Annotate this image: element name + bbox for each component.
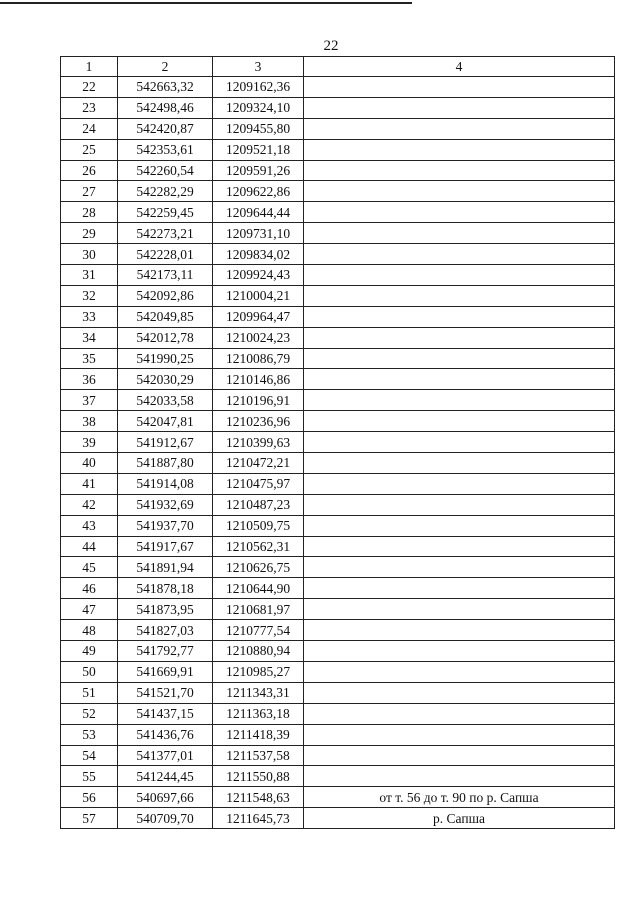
y-coordinate-cell: 1210487,23	[213, 494, 304, 515]
x-coordinate-cell: 541244,45	[118, 766, 213, 787]
table-row	[61, 557, 615, 578]
table-row	[61, 620, 615, 641]
point-number-cell: 50	[61, 661, 118, 682]
point-number-cell: 22	[61, 77, 118, 98]
point-number-cell: 47	[61, 599, 118, 620]
y-coordinate-cell: 1210562,31	[213, 536, 304, 557]
y-coordinate-cell: 1209591,26	[213, 160, 304, 181]
x-coordinate-cell: 542498,46	[118, 97, 213, 118]
y-coordinate-cell: 1209455,80	[213, 118, 304, 139]
y-coordinate-cell: 1210004,21	[213, 285, 304, 306]
x-coordinate-cell: 542228,01	[118, 244, 213, 265]
y-coordinate-cell: 1210399,63	[213, 432, 304, 453]
point-number-cell: 49	[61, 641, 118, 662]
y-coordinate-cell: 1210196,91	[213, 390, 304, 411]
point-number-cell: 53	[61, 724, 118, 745]
description-cell: от т. 56 до т. 90 по р. Сапша	[304, 787, 615, 808]
table-row	[61, 703, 615, 724]
table-row	[61, 787, 615, 808]
table-row	[61, 515, 615, 536]
table-row	[61, 641, 615, 662]
description-cell	[304, 181, 615, 202]
description-cell	[304, 139, 615, 160]
x-coordinate-cell: 542260,54	[118, 160, 213, 181]
y-coordinate-cell: 1210146,86	[213, 369, 304, 390]
x-coordinate-cell: 541669,91	[118, 661, 213, 682]
x-coordinate-cell: 541873,95	[118, 599, 213, 620]
x-coordinate-cell: 542282,29	[118, 181, 213, 202]
description-cell	[304, 766, 615, 787]
point-number-cell: 39	[61, 432, 118, 453]
point-number-cell: 24	[61, 118, 118, 139]
y-coordinate-cell: 1210236,96	[213, 411, 304, 432]
x-coordinate-cell: 541827,03	[118, 620, 213, 641]
table-row	[61, 285, 615, 306]
table-row	[61, 160, 615, 181]
point-number-cell: 44	[61, 536, 118, 557]
x-coordinate-cell: 542273,21	[118, 223, 213, 244]
x-coordinate-cell: 541917,67	[118, 536, 213, 557]
table-row	[61, 599, 615, 620]
point-number-cell: 36	[61, 369, 118, 390]
table-row	[61, 411, 615, 432]
y-coordinate-cell: 1209521,18	[213, 139, 304, 160]
point-number-cell: 41	[61, 473, 118, 494]
description-cell	[304, 661, 615, 682]
description-cell	[304, 557, 615, 578]
x-coordinate-cell: 541521,70	[118, 682, 213, 703]
x-coordinate-cell: 542049,85	[118, 306, 213, 327]
description-cell	[304, 348, 615, 369]
x-coordinate-cell: 541914,08	[118, 473, 213, 494]
point-number-cell: 48	[61, 620, 118, 641]
point-number-cell: 46	[61, 578, 118, 599]
description-cell	[304, 453, 615, 474]
description-cell	[304, 306, 615, 327]
y-coordinate-cell: 1210024,23	[213, 327, 304, 348]
table-row	[61, 390, 615, 411]
point-number-cell: 38	[61, 411, 118, 432]
description-cell	[304, 244, 615, 265]
y-coordinate-cell: 1211550,88	[213, 766, 304, 787]
x-coordinate-cell: 541792,77	[118, 641, 213, 662]
point-number-cell: 23	[61, 97, 118, 118]
point-number-cell: 51	[61, 682, 118, 703]
description-cell	[304, 77, 615, 98]
table-row	[61, 682, 615, 703]
table-row	[61, 348, 615, 369]
table-row	[61, 181, 615, 202]
table-row	[61, 265, 615, 286]
description-cell	[304, 620, 615, 641]
y-coordinate-cell: 1210880,94	[213, 641, 304, 662]
table-row	[61, 766, 615, 787]
point-number-cell: 28	[61, 202, 118, 223]
y-coordinate-cell: 1211537,58	[213, 745, 304, 766]
point-number-cell: 55	[61, 766, 118, 787]
column-header-4: 4	[304, 57, 615, 77]
y-coordinate-cell: 1210681,97	[213, 599, 304, 620]
x-coordinate-cell: 541990,25	[118, 348, 213, 369]
x-coordinate-cell: 541878,18	[118, 578, 213, 599]
y-coordinate-cell: 1211343,31	[213, 682, 304, 703]
point-number-cell: 42	[61, 494, 118, 515]
point-number-cell: 37	[61, 390, 118, 411]
table-row	[61, 536, 615, 557]
point-number-cell: 26	[61, 160, 118, 181]
top-scan-line	[0, 2, 412, 4]
description-cell	[304, 599, 615, 620]
x-coordinate-cell: 541932,69	[118, 494, 213, 515]
x-coordinate-cell: 540709,70	[118, 808, 213, 829]
description-cell	[304, 265, 615, 286]
x-coordinate-cell: 541891,94	[118, 557, 213, 578]
table-row	[61, 327, 615, 348]
table-row	[61, 202, 615, 223]
table-row	[61, 369, 615, 390]
point-number-cell: 30	[61, 244, 118, 265]
point-number-cell: 35	[61, 348, 118, 369]
point-number-cell: 56	[61, 787, 118, 808]
y-coordinate-cell: 1210626,75	[213, 557, 304, 578]
y-coordinate-cell: 1211363,18	[213, 703, 304, 724]
description-cell	[304, 202, 615, 223]
point-number-cell: 33	[61, 306, 118, 327]
point-number-cell: 40	[61, 453, 118, 474]
y-coordinate-cell: 1210644,90	[213, 578, 304, 599]
point-number-cell: 52	[61, 703, 118, 724]
x-coordinate-cell: 542663,32	[118, 77, 213, 98]
y-coordinate-cell: 1210086,79	[213, 348, 304, 369]
table-row	[61, 139, 615, 160]
description-cell	[304, 536, 615, 557]
description-cell	[304, 724, 615, 745]
description-cell	[304, 411, 615, 432]
description-cell	[304, 494, 615, 515]
table-row	[61, 223, 615, 244]
x-coordinate-cell: 542353,61	[118, 139, 213, 160]
point-number-cell: 29	[61, 223, 118, 244]
y-coordinate-cell: 1209622,86	[213, 181, 304, 202]
table-row	[61, 453, 615, 474]
y-coordinate-cell: 1209834,02	[213, 244, 304, 265]
y-coordinate-cell: 1209324,10	[213, 97, 304, 118]
point-number-cell: 57	[61, 808, 118, 829]
y-coordinate-cell: 1210472,21	[213, 453, 304, 474]
table-row	[61, 661, 615, 682]
y-coordinate-cell: 1210509,75	[213, 515, 304, 536]
point-number-cell: 25	[61, 139, 118, 160]
x-coordinate-cell: 540697,66	[118, 787, 213, 808]
y-coordinate-cell: 1209731,10	[213, 223, 304, 244]
description-cell	[304, 160, 615, 181]
column-header-1: 1	[61, 57, 118, 77]
table-row	[61, 808, 615, 829]
description-cell	[304, 703, 615, 724]
y-coordinate-cell: 1209924,43	[213, 265, 304, 286]
description-cell	[304, 285, 615, 306]
y-coordinate-cell: 1210777,54	[213, 620, 304, 641]
y-coordinate-cell: 1211418,39	[213, 724, 304, 745]
coordinates-table	[60, 56, 615, 829]
x-coordinate-cell: 542047,81	[118, 411, 213, 432]
y-coordinate-cell: 1210985,27	[213, 661, 304, 682]
description-cell	[304, 473, 615, 494]
table-row	[61, 118, 615, 139]
column-header-2: 2	[118, 57, 213, 77]
table-body	[61, 77, 615, 829]
point-number-cell: 32	[61, 285, 118, 306]
y-coordinate-cell: 1209964,47	[213, 306, 304, 327]
description-cell	[304, 390, 615, 411]
point-number-cell: 43	[61, 515, 118, 536]
description-cell: р. Сапша	[304, 808, 615, 829]
table-row	[61, 724, 615, 745]
description-cell	[304, 97, 615, 118]
y-coordinate-cell: 1209162,36	[213, 77, 304, 98]
description-cell	[304, 578, 615, 599]
table-row	[61, 432, 615, 453]
x-coordinate-cell: 542092,86	[118, 285, 213, 306]
description-cell	[304, 118, 615, 139]
point-number-cell: 27	[61, 181, 118, 202]
table-row	[61, 473, 615, 494]
table-row	[61, 745, 615, 766]
table-row	[61, 306, 615, 327]
table-row	[61, 578, 615, 599]
x-coordinate-cell: 541437,15	[118, 703, 213, 724]
description-cell	[304, 641, 615, 662]
description-cell	[304, 515, 615, 536]
table-row	[61, 244, 615, 265]
x-coordinate-cell: 542173,11	[118, 265, 213, 286]
point-number-cell: 45	[61, 557, 118, 578]
y-coordinate-cell: 1211548,63	[213, 787, 304, 808]
x-coordinate-cell: 542030,29	[118, 369, 213, 390]
y-coordinate-cell: 1209644,44	[213, 202, 304, 223]
y-coordinate-cell: 1210475,97	[213, 473, 304, 494]
point-number-cell: 31	[61, 265, 118, 286]
x-coordinate-cell: 542259,45	[118, 202, 213, 223]
x-coordinate-cell: 541887,80	[118, 453, 213, 474]
table-row	[61, 77, 615, 98]
description-cell	[304, 369, 615, 390]
description-cell	[304, 432, 615, 453]
description-cell	[304, 745, 615, 766]
point-number-cell: 34	[61, 327, 118, 348]
x-coordinate-cell: 541937,70	[118, 515, 213, 536]
description-cell	[304, 682, 615, 703]
column-header-3: 3	[213, 57, 304, 77]
x-coordinate-cell: 542012,78	[118, 327, 213, 348]
table-row	[61, 494, 615, 515]
description-cell	[304, 327, 615, 348]
x-coordinate-cell: 541436,76	[118, 724, 213, 745]
x-coordinate-cell: 541912,67	[118, 432, 213, 453]
point-number-cell: 54	[61, 745, 118, 766]
y-coordinate-cell: 1211645,73	[213, 808, 304, 829]
table-row	[61, 97, 615, 118]
x-coordinate-cell: 542033,58	[118, 390, 213, 411]
x-coordinate-cell: 541377,01	[118, 745, 213, 766]
x-coordinate-cell: 542420,87	[118, 118, 213, 139]
page-number: 22	[323, 38, 339, 54]
table-header-row	[61, 57, 615, 77]
description-cell	[304, 223, 615, 244]
